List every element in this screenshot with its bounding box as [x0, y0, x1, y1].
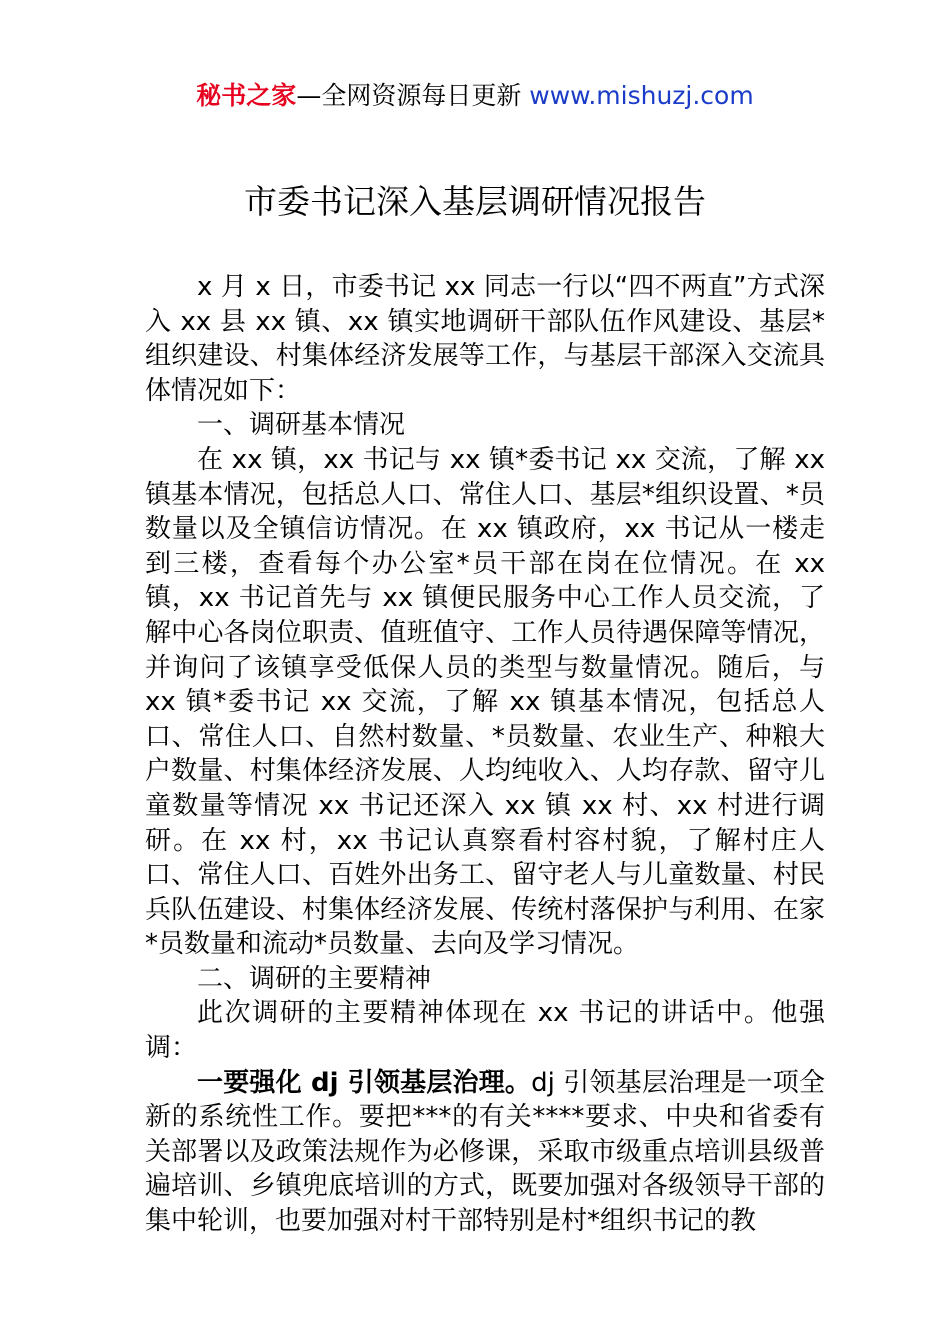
document-title: 市委书记深入基层调研情况报告 [244, 182, 706, 221]
site-url-link[interactable]: www.mishuzj.com [529, 81, 754, 110]
paragraph-main-spirit: 此次调研的主要精神体现在 xx 书记的讲话中。他强调： [145, 998, 825, 1064]
paragraph-basic-situation: 在 xx 镇，xx 书记与 xx 镇*委书记 xx 交流，了解 xx 镇基本情况，包括总人口、常住人口、基层*组织设置、*员数量以及全镇信访情况。在 xx 镇政府，xx 书记从一楼走到三楼，查看每个办公室*员干部在岗在位情况。在 xx 镇，xx 书记首先与 xx 镇便民服务中心工作人员交流，了解中心各岗位职责、值班值守、工作人员待遇保障等情况，并询问了该镇享受低保人员的类型与数量情况。随后，与 xx 镇*委书记 xx 交流，了解 xx 镇基本情况，包括总人口、常住人口、自然村数量、*员数量、农业生产、种粮大户数量、村集体经济发展、人均纯收入、人均存款、留守儿童数量等情况 xx 书记还深入 xx 镇 xx 村、xx 村进行调研。在 xx 村，xx 书记认真察看村容村貌，了解村庄人口、常住人口、百姓外出务工、留守老人与儿童数量、村民兵队伍建设、村集体经济发展、传统村落保护与利用、在家*员数量和流动*员数量、去向及学习情况。 [145, 444, 825, 960]
section-heading-2: 二、调研的主要精神 [197, 963, 432, 994]
brand-name: 秘书之家 [196, 81, 297, 110]
point-one-lead: 一要强化 dj 引领基层治理。 [197, 1067, 532, 1098]
section-heading-1: 一、调研基本情况 [197, 410, 406, 441]
banner-slogan: —全网资源每日更新 [296, 81, 522, 110]
site-banner [0, 80, 950, 112]
paragraph-intro: x 月 x 日，市委书记 xx 同志一行以“四不两直”方式深入 xx 县 xx 镇、xx 镇实地调研干部队伍作风建设、基层*组织建设、村集体经济发展等工作，与基层干部深入交流具体情况如下： [145, 272, 825, 406]
paragraph-point-one [145, 1066, 825, 1239]
point-one-text: dj 引领基层治理是一项全新的系统性工作。要把***的有关****要求、中央和省委有关部署以及政策法规作为必修课，采取市级重点培训县级普遍培训、乡镇兜底培训的方式，既要加强对各级领导干部的集中轮训，也要加强对村干部特别是村*组织书记的教 [145, 1067, 825, 1237]
document-body [145, 270, 825, 1239]
